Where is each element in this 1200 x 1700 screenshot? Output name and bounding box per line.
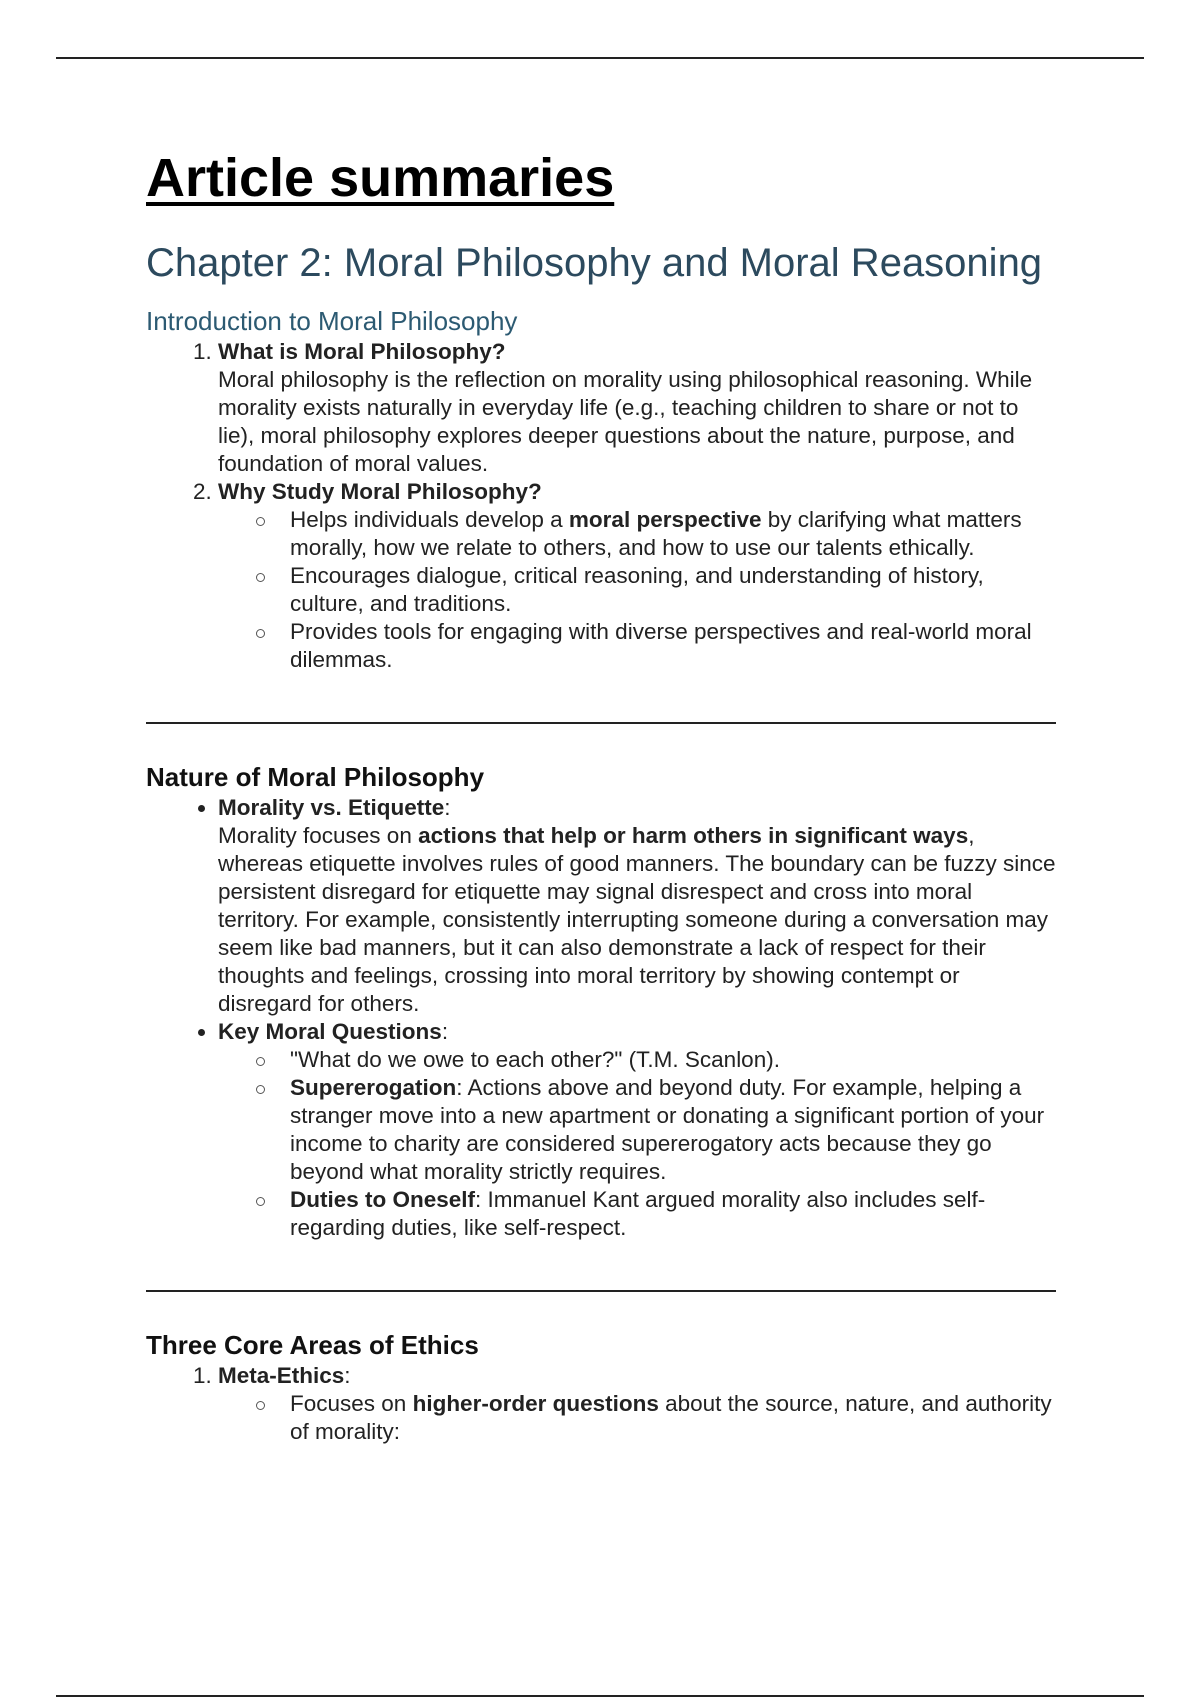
- text-run: about the source, nature, and authority of morality:: [290, 1391, 1052, 1444]
- document-body: [146, 140, 1056, 1446]
- text-run: Provides tools for engaging with diverse perspectives and real-world moral dilemmas.: [290, 619, 1032, 672]
- chapter-heading: Chapter 2: Moral Philosophy and Moral Reasoning: [146, 241, 1043, 285]
- bold-run: actions that help or harm others in significant ways: [418, 823, 969, 848]
- document-title: Article summaries: [146, 148, 615, 208]
- nature-list: [146, 794, 1056, 1242]
- item-text: Moral philosophy is the reflection on morality using philosophical reasoning. While morality exists naturally in everyday life (e.g., teaching children to share or not to lie), moral philosophy explores deeper questions about the nature, purpose, and foundation of moral values.: [218, 367, 1033, 476]
- page-top-rule: [56, 57, 1144, 59]
- text-run: Encourages dialogue, critical reasoning, and understanding of history, culture, and traditions.: [290, 563, 984, 616]
- text-run: by clarifying what matters morally, how we relate to others, and how to use our talents ethically.: [290, 507, 1022, 560]
- section-divider: [146, 1290, 1056, 1292]
- text-run: : Immanuel Kant argued morality also includes self-regarding duties, like self-respect.: [290, 1187, 986, 1240]
- bold-run: Supererogation: [290, 1075, 457, 1100]
- text-run: :: [441, 1019, 449, 1044]
- text-run: Focuses on: [290, 1391, 413, 1416]
- intro-list: [146, 338, 1056, 674]
- intro-subheading: Introduction to Moral Philosophy: [146, 306, 518, 336]
- section-divider: [146, 722, 1056, 724]
- item-heading: What is Moral Philosophy?: [218, 339, 506, 364]
- list-item: [290, 1046, 1056, 1074]
- list-item: [218, 1018, 1056, 1242]
- text-run: , whereas etiquette involves rules of good manners. The boundary can be fuzzy since persistent disregard for etiquette may signal disrespect and cross into moral territory. For example, consistently interrupting someone during a conversation may seem like bad manners, but it can also demonstrate a lack of respect for their thoughts and feelings, crossing into moral territory by showing contempt or disregard for others.: [218, 823, 1056, 1016]
- text-run: : Actions above and beyond duty. For example, helping a stranger move into a new apartment or donating a significant portion of your income to charity are considered supererogatory acts because they go beyond what morality strictly requires.: [290, 1075, 1045, 1184]
- list-item: [290, 1390, 1056, 1446]
- list-item: [218, 794, 1056, 1018]
- list-item: [290, 562, 1056, 618]
- areas-list: [146, 1362, 1056, 1446]
- item-heading: Morality vs. Etiquette: [218, 795, 445, 820]
- item-heading: Key Moral Questions: [218, 1019, 442, 1044]
- bold-run: moral perspective: [568, 507, 762, 532]
- text-run: "What do we owe to each other?" (T.M. Scanlon).: [290, 1047, 780, 1072]
- list-item: [218, 478, 1056, 674]
- section-heading-nature: Nature of Moral Philosophy: [146, 762, 485, 792]
- sub-list: [218, 1046, 1056, 1242]
- sub-list: [218, 1390, 1056, 1446]
- bold-run: higher-order questions: [412, 1391, 659, 1416]
- page-bottom-rule: [56, 1695, 1144, 1697]
- list-item: [218, 1362, 1056, 1446]
- sub-list: [218, 506, 1056, 674]
- list-item: [290, 506, 1056, 562]
- text-run: Morality focuses on: [218, 823, 419, 848]
- list-item: [290, 1074, 1056, 1186]
- list-item: [290, 1186, 1056, 1242]
- text-run: :: [344, 1363, 351, 1388]
- list-item: [290, 618, 1056, 674]
- item-heading: Meta-Ethics: [218, 1363, 345, 1388]
- section-heading-areas: Three Core Areas of Ethics: [146, 1330, 479, 1360]
- item-heading: Why Study Moral Philosophy?: [218, 479, 542, 504]
- bold-run: Duties to Oneself: [290, 1187, 476, 1212]
- list-item: [218, 338, 1056, 478]
- text-run: :: [444, 795, 451, 820]
- text-run: Helps individuals develop a: [290, 507, 569, 532]
